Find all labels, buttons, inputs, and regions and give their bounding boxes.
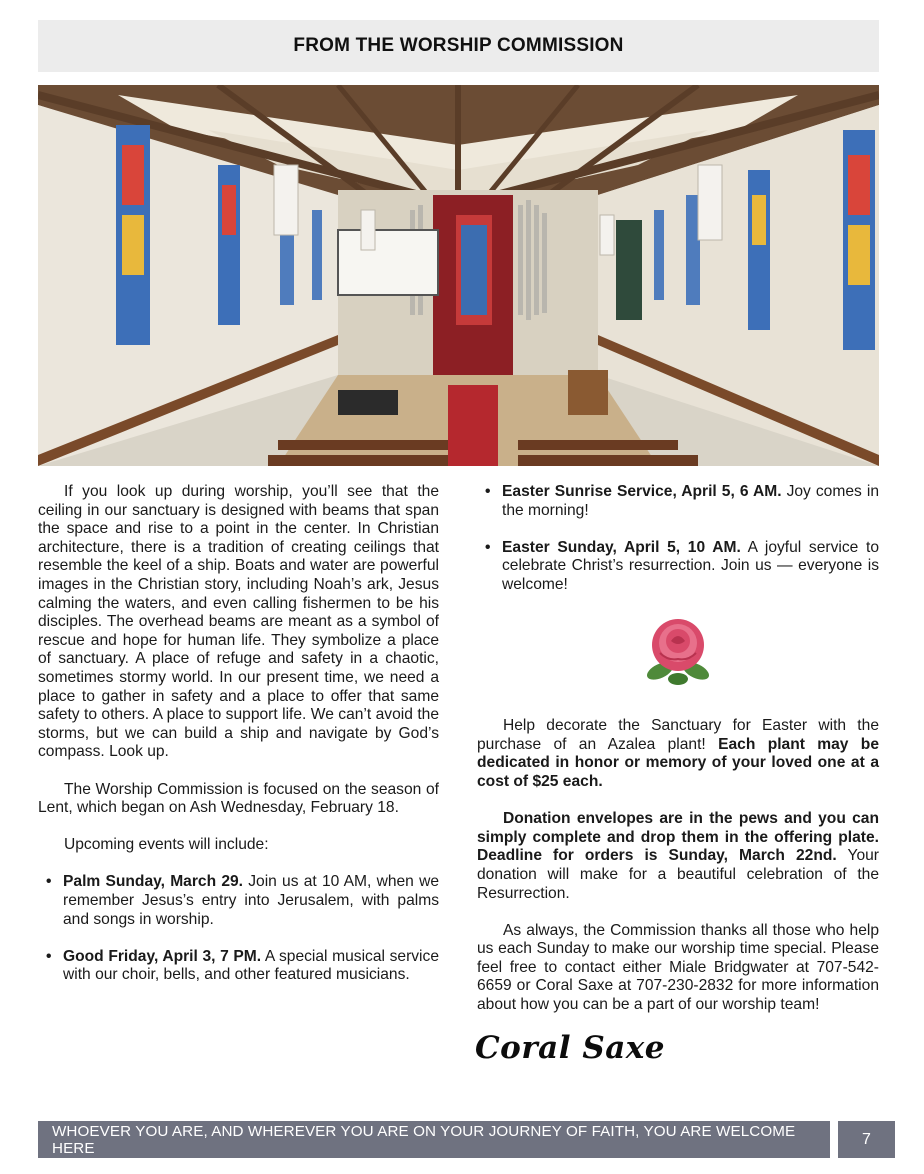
event-text: Join us at 10 AM, when we remember Jesus’s entry into Jerusalem, with palms and songs in worship. (63, 873, 440, 928)
page-number: 7 (838, 1121, 895, 1158)
donation-paragraph (477, 810, 879, 903)
list-item (38, 948, 439, 985)
footer-tagline (38, 1121, 830, 1158)
thanks-paragraph: As always, the Commission thanks all those who help us each Sunday to make our worship time special. Please feel free to contact either Miale Bridgwater at 707-542-6659 or Coral Saxe at 707-230-2832 for more information about how you can be a part of our worship team! (477, 921, 879, 1014)
right-column (477, 483, 879, 1015)
donation-text: Your donation will make for a beautiful celebration of the Resurrection. (477, 847, 880, 902)
ceiling-paragraph: If you look up during worship, you’ll see that the ceiling in our sanctuary is designed with beams that span the space and rise to a point in the center. In Christian architecture, there is a tradition of creating ceilings that resemble the keel of a ship. Boats and water are powerful images in the Christian story, including Noah’s ark, Jesus calming the waters, and even calling fishermen to be his disciples. The overhead beams are meant as a symbol of rescue and hope for human life. They symbolize a place of sanctuary. A place of refuge and safety in a chaotic, sometimes stormy world. In our present time, we need a place to gather in safety and a place to offer that same safety to others. A place to support life. We can’t avoid the storms, but we can build a ship and navigate by God’s compass. Look up. (38, 483, 439, 761)
azalea-text: Help decorate the Sanctuary for Easter with the purchase of an Azalea plant! (477, 717, 879, 753)
azalea-paragraph (477, 717, 879, 791)
lent-paragraph: The Worship Commission is focused on the season of Lent, which began on Ash Wednesday, February 18. (38, 780, 439, 817)
header-bar (38, 20, 879, 72)
signature: Coral Saxe (475, 1030, 666, 1066)
footer-tagline-text: WHOEVER YOU ARE, AND WHEREVER YOU ARE ON YOUR JOURNEY OF FAITH, YOU ARE WELCOME HERE (52, 1122, 796, 1157)
list-item (477, 483, 879, 520)
left-column (38, 483, 439, 1004)
page-title: FROM THE WORSHIP COMMISSION (293, 35, 624, 56)
event-title: Easter Sunday, April 5, 10 AM. (502, 538, 741, 556)
azalea-bold: Each plant may be dedicated in honor or memory of your loved one at a cost of $25 each. (477, 735, 879, 790)
event-text: Joy comes in the morning! (502, 483, 879, 519)
upcoming-intro: Upcoming events will include: (64, 836, 269, 854)
event-title: Palm Sunday, March 29. (63, 873, 244, 891)
event-title: Good Friday, April 3, 7 PM. (63, 947, 262, 965)
donation-bold: Donation envelopes are in the pews and you can simply complete and drop them in the offering plate. Deadline for orders is Sunday, March 22nd. (477, 810, 879, 865)
list-item (38, 873, 439, 929)
rose-icon (477, 613, 879, 687)
event-text: A special musical service with our choir, bells, and other featured musicians. (63, 947, 439, 984)
events-list-left (38, 873, 439, 985)
events-list-right (477, 483, 879, 595)
event-text: A joyful service to celebrate Christ’s resurrection. Join us — everyone is welcome! (502, 538, 879, 593)
list-item (477, 539, 879, 595)
sanctuary-photo (38, 85, 879, 466)
event-title: Easter Sunrise Service, April 5, 6 AM. (502, 483, 782, 500)
